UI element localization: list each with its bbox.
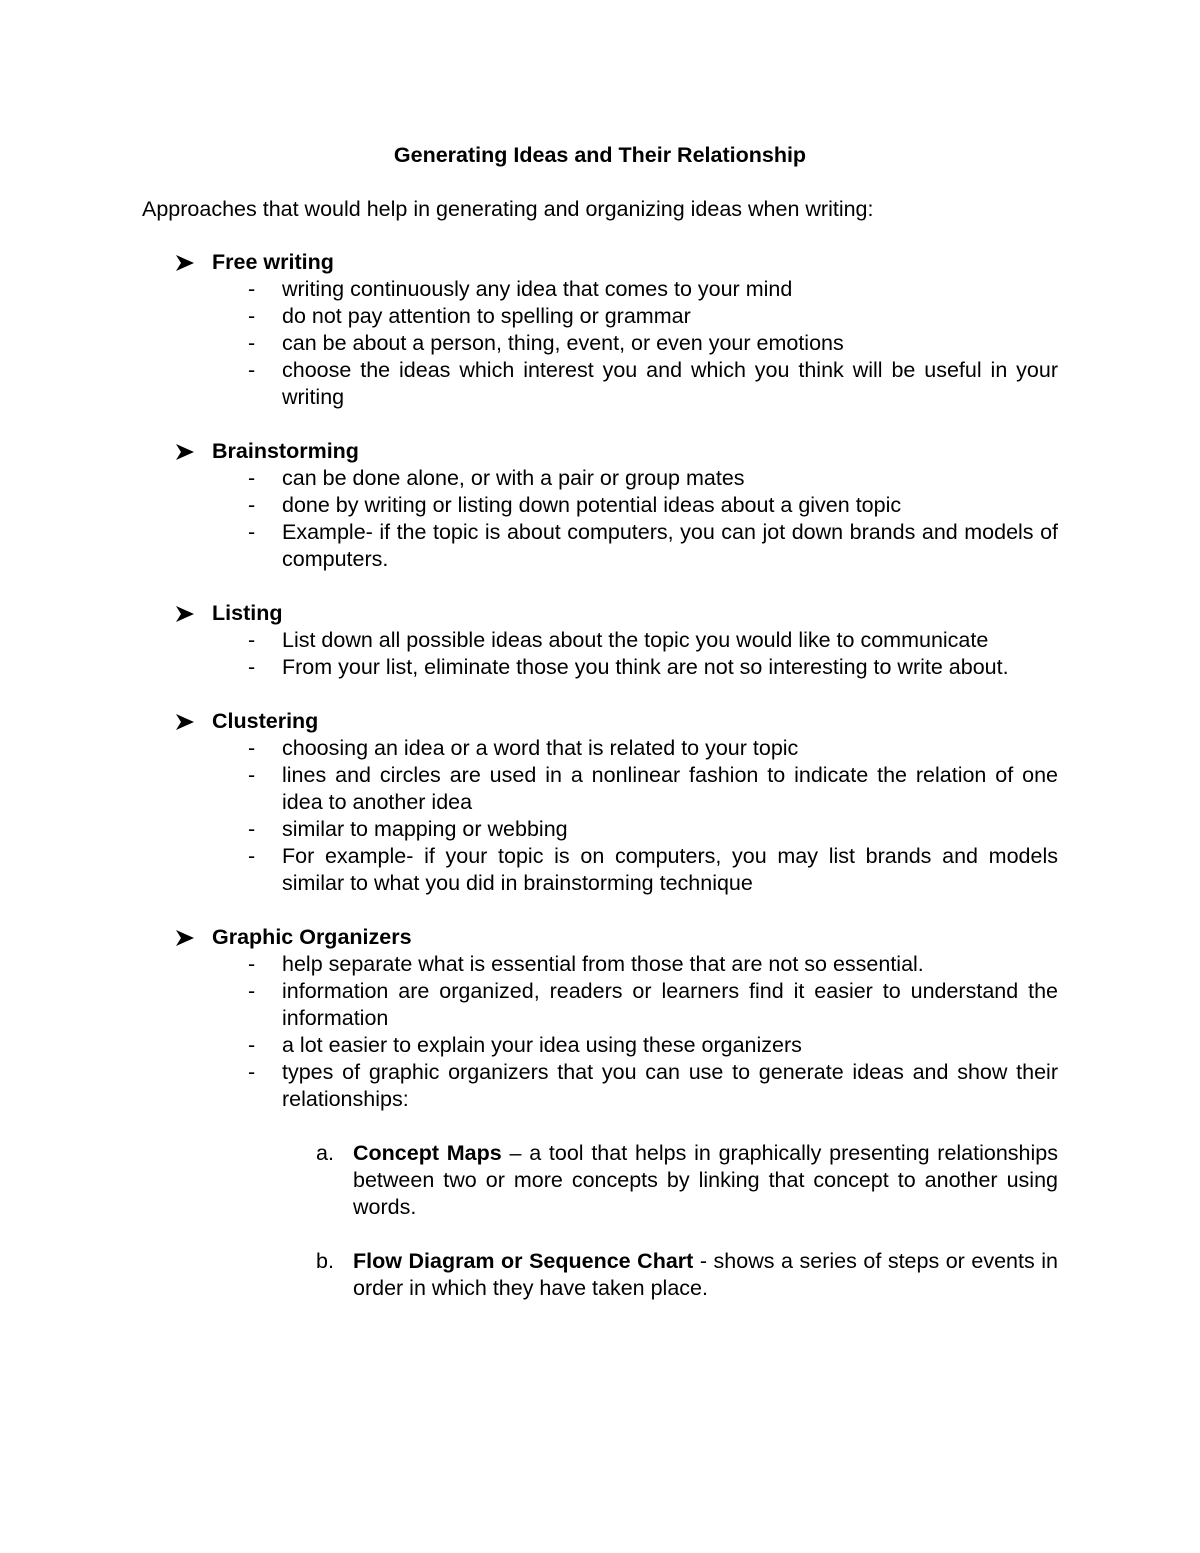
dash-marker: -: [248, 817, 256, 841]
dash-marker: -: [248, 304, 256, 328]
dash-marker: -: [248, 277, 256, 301]
dash-marker: -: [248, 655, 256, 679]
list-item-text: From your list, eliminate those you think are not so interesting to write about.: [282, 655, 1009, 679]
page-title: Generating Ideas and Their Relationship: [393, 143, 807, 167]
list-item-text: writing continuously any idea that comes to your mind: [282, 277, 793, 301]
list-item: [0, 1032, 1058, 1059]
list-item: [0, 519, 1058, 573]
list-item-text: information are organized, readers or learners find it easier to understand the information: [282, 979, 1058, 1030]
item-letter: a.: [316, 1141, 334, 1165]
item-description: – a tool that helps in graphically presenting relationships between two or more concepts by linking that concept to another using words.: [353, 1141, 1058, 1219]
list-item: [0, 843, 1058, 897]
list-item: [0, 654, 1058, 681]
list-item-text: For example- if your topic is on computers, you may list brands and models similar to what you did in brainstorming technique: [282, 844, 1058, 895]
list-item-text: can be done alone, or with a pair or group mates: [282, 466, 745, 490]
list-item-text: can be about a person, thing, event, or even your emotions: [282, 331, 844, 355]
dash-marker: -: [248, 520, 256, 544]
arrowhead-bullet-icon: [175, 713, 195, 731]
section-brainstorming: [0, 438, 1200, 573]
section-heading-label: Listing: [212, 601, 283, 625]
list-item: [0, 762, 1058, 816]
section-heading: [0, 924, 1200, 951]
dash-marker: -: [248, 358, 256, 382]
item-description: - shows a series of steps or events in order in which they have taken place.: [353, 1249, 1058, 1300]
list-item-text: lines and circles are used in a nonlinear fashion to indicate the relation of one idea to another idea: [282, 763, 1058, 814]
intro-text: Approaches that would help in generating and organizing ideas when writing:: [142, 197, 874, 221]
section-heading-label: Graphic Organizers: [212, 925, 412, 949]
list-item-text: done by writing or listing down potential ideas about a given topic: [282, 493, 902, 517]
arrowhead-bullet-icon: [175, 929, 195, 947]
list-item: [0, 330, 1058, 357]
item-list: [0, 735, 1200, 897]
dash-marker: -: [248, 466, 256, 490]
dash-marker: -: [248, 1033, 256, 1057]
section-clustering: [0, 708, 1200, 897]
list-item: [0, 978, 1058, 1032]
section-graphic-organizers: [0, 924, 1200, 1302]
dash-marker: -: [248, 763, 256, 787]
dash-marker: -: [248, 952, 256, 976]
item-list: [0, 627, 1200, 681]
section-heading-label: Free writing: [212, 250, 334, 274]
dash-marker: -: [248, 628, 256, 652]
section-heading: [0, 249, 1200, 276]
list-item: [0, 735, 1058, 762]
section-listing: [0, 600, 1200, 681]
sections-container: [0, 249, 1200, 1329]
item-list: [0, 951, 1200, 1113]
list-item-text: types of graphic organizers that you can use to generate ideas and show their relationships:: [282, 1060, 1058, 1111]
list-item: [0, 1059, 1058, 1113]
list-item: [0, 951, 1058, 978]
section-heading: [0, 600, 1200, 627]
list-item-text: List down all possible ideas about the topic you would like to communicate: [282, 628, 989, 652]
item-term: Flow Diagram or Sequence Chart: [353, 1249, 694, 1273]
section-heading-label: Clustering: [212, 709, 319, 733]
section-heading-label: Brainstorming: [212, 439, 359, 463]
list-item-text: do not pay attention to spelling or grammar: [282, 304, 691, 328]
item-list: [0, 465, 1200, 573]
list-item-text: help separate what is essential from those that are not so essential.: [282, 952, 924, 976]
arrowhead-bullet-icon: [175, 605, 195, 623]
list-item: [0, 465, 1058, 492]
dash-marker: -: [248, 979, 256, 1003]
arrowhead-bullet-icon: [175, 254, 195, 272]
dash-marker: -: [248, 1060, 256, 1084]
list-item: [0, 303, 1058, 330]
list-item: [0, 357, 1058, 411]
dash-marker: -: [248, 736, 256, 760]
list-item: [0, 492, 1058, 519]
item-list: [0, 276, 1200, 411]
dash-marker: -: [248, 844, 256, 868]
item-term: Concept Maps: [353, 1141, 502, 1165]
organizer-types-list: [0, 1140, 1200, 1302]
list-item-text: choose the ideas which interest you and which you think will be useful in your writing: [282, 358, 1058, 409]
arrowhead-bullet-icon: [175, 443, 195, 461]
organizer-type-item: [0, 1248, 1058, 1302]
section-heading: [0, 708, 1200, 735]
list-item-text: choosing an idea or a word that is related to your topic: [282, 736, 799, 760]
list-item-text: similar to mapping or webbing: [282, 817, 568, 841]
list-item-text: Example- if the topic is about computers, you can jot down brands and models of computers.: [282, 520, 1058, 571]
dash-marker: -: [248, 331, 256, 355]
dash-marker: -: [248, 493, 256, 517]
section-free-writing: [0, 249, 1200, 411]
item-letter: b.: [316, 1249, 334, 1273]
organizer-type-item: [0, 1140, 1058, 1221]
list-item: [0, 627, 1058, 654]
list-item: [0, 276, 1058, 303]
list-item: [0, 816, 1058, 843]
list-item-text: a lot easier to explain your idea using these organizers: [282, 1033, 802, 1057]
section-heading: [0, 438, 1200, 465]
